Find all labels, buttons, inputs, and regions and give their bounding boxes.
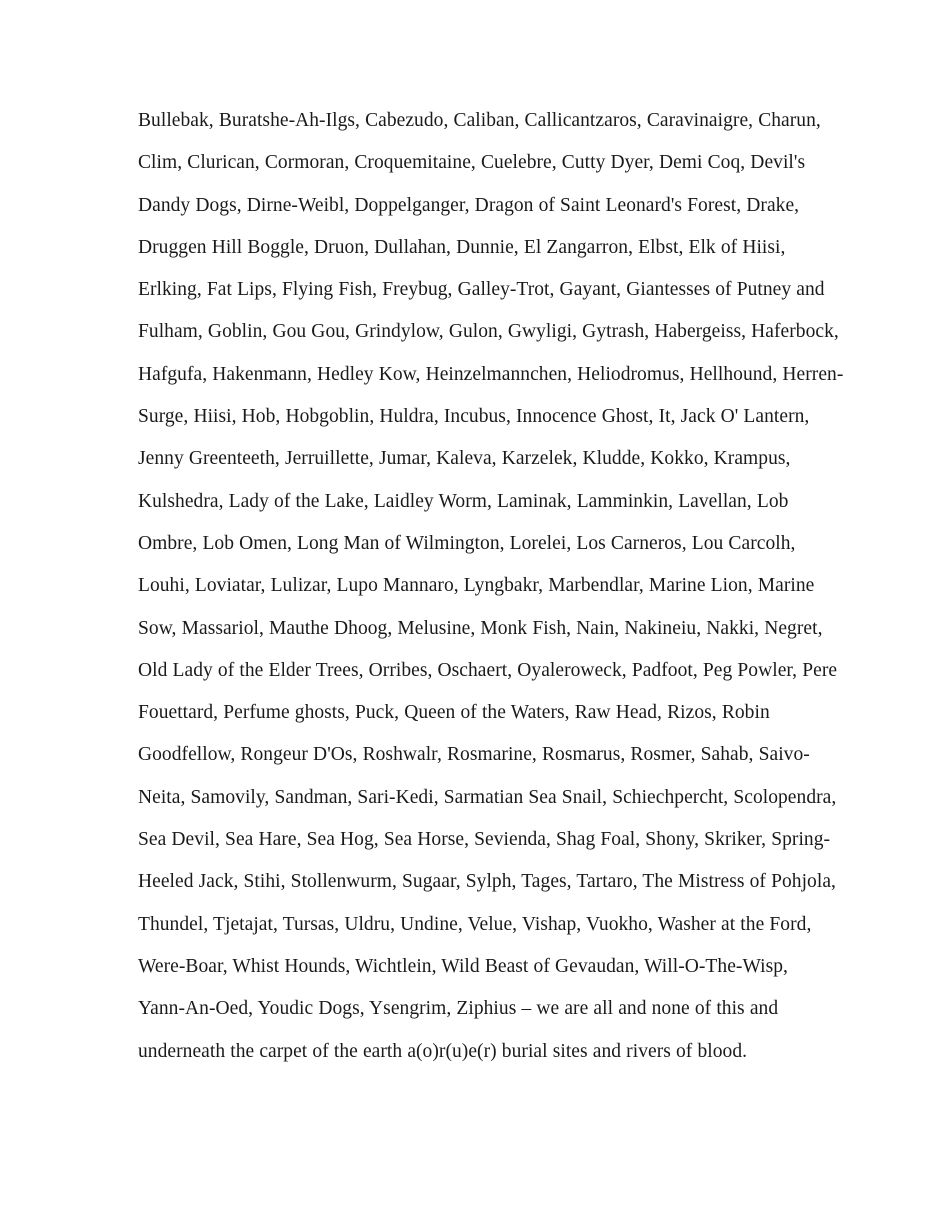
text-line: Kulshedra, Lady of the Lake, Laidley Worm, Laminak, Lamminkin, Lavellan, Lob xyxy=(138,490,789,512)
body-text-block xyxy=(138,100,844,1073)
text-line: Ombre, Lob Omen, Long Man of Wilmington, Lorelei, Los Carneros, Lou Carcolh, xyxy=(138,532,796,554)
body-paragraph xyxy=(138,100,844,1073)
text-line: Fulham, Goblin, Gou Gou, Grindylow, Gulon, Gwyligi, Gytrash, Habergeiss, Haferbock, xyxy=(138,321,839,343)
text-line: Bullebak, Buratshe-Ah-Ilgs, Cabezudo, Caliban, Callicantzaros, Caravinaigre, Charun, xyxy=(138,110,821,131)
text-line: Erlking, Fat Lips, Flying Fish, Freybug, Galley-Trot, Gayant, Giantesses of Putney and xyxy=(138,279,825,301)
text-line: Sow, Massariol, Mauthe Dhoog, Melusine, Monk Fish, Nain, Nakineiu, Nakki, Negret, xyxy=(138,617,823,639)
text-line: Heeled Jack, Stihi, Stollenwurm, Sugaar, Sylph, Tages, Tartaro, The Mistress of Pohjola, xyxy=(138,871,836,893)
text-line: Druggen Hill Boggle, Druon, Dullahan, Dunnie, El Zangarron, Elbst, Elk of Hiisi, xyxy=(138,236,786,258)
text-line: Sea Devil, Sea Hare, Sea Hog, Sea Horse, Sevienda, Shag Foal, Shony, Skriker, Spring- xyxy=(138,829,831,851)
text-line: Louhi, Loviatar, Lulizar, Lupo Mannaro, Lyngbakr, Marbendlar, Marine Lion, Marine xyxy=(138,575,815,597)
text-line: Old Lady of the Elder Trees, Orribes, Oschaert, Oyaleroweck, Padfoot, Peg Powler, Pere xyxy=(138,659,838,681)
text-line: Goodfellow, Rongeur D'Os, Roshwalr, Rosmarine, Rosmarus, Rosmer, Sahab, Saivo- xyxy=(138,744,810,766)
text-line: Yann-An-Oed, Youdic Dogs, Ysengrim, Ziphius – we are all and none of this and xyxy=(138,998,779,1020)
text-line: Neita, Samovily, Sandman, Sari-Kedi, Sarmatian Sea Snail, Schiechpercht, Scolopendra, xyxy=(138,786,837,808)
text-line: Fouettard, Perfume ghosts, Puck, Queen of the Waters, Raw Head, Rizos, Robin xyxy=(138,702,770,724)
text-line: Jenny Greenteeth, Jerruillette, Jumar, Kaleva, Karzelek, Kludde, Kokko, Krampus, xyxy=(138,448,791,470)
text-line: Thundel, Tjetajat, Tursas, Uldru, Undine, Velue, Vishap, Vuokho, Washer at the Ford, xyxy=(138,913,812,935)
text-line: Hafgufa, Hakenmann, Hedley Kow, Heinzelmannchen, Heliodromus, Hellhound, Herren- xyxy=(138,363,844,385)
text-line: Clim, Clurican, Cormoran, Croquemitaine, Cuelebre, Cutty Dyer, Demi Coq, Devil's xyxy=(138,152,806,174)
text-line: underneath the carpet of the earth a(o)r(u)e(r) burial sites and rivers of blood. xyxy=(138,1040,748,1062)
text-line: Dandy Dogs, Dirne-Weibl, Doppelganger, Dragon of Saint Leonard's Forest, Drake, xyxy=(138,194,800,216)
text-line: Surge, Hiisi, Hob, Hobgoblin, Huldra, Incubus, Innocence Ghost, It, Jack O' Lantern, xyxy=(138,406,810,428)
text-line: Were-Boar, Whist Hounds, Wichtlein, Wild Beast of Gevaudan, Will-O-The-Wisp, xyxy=(138,955,788,977)
